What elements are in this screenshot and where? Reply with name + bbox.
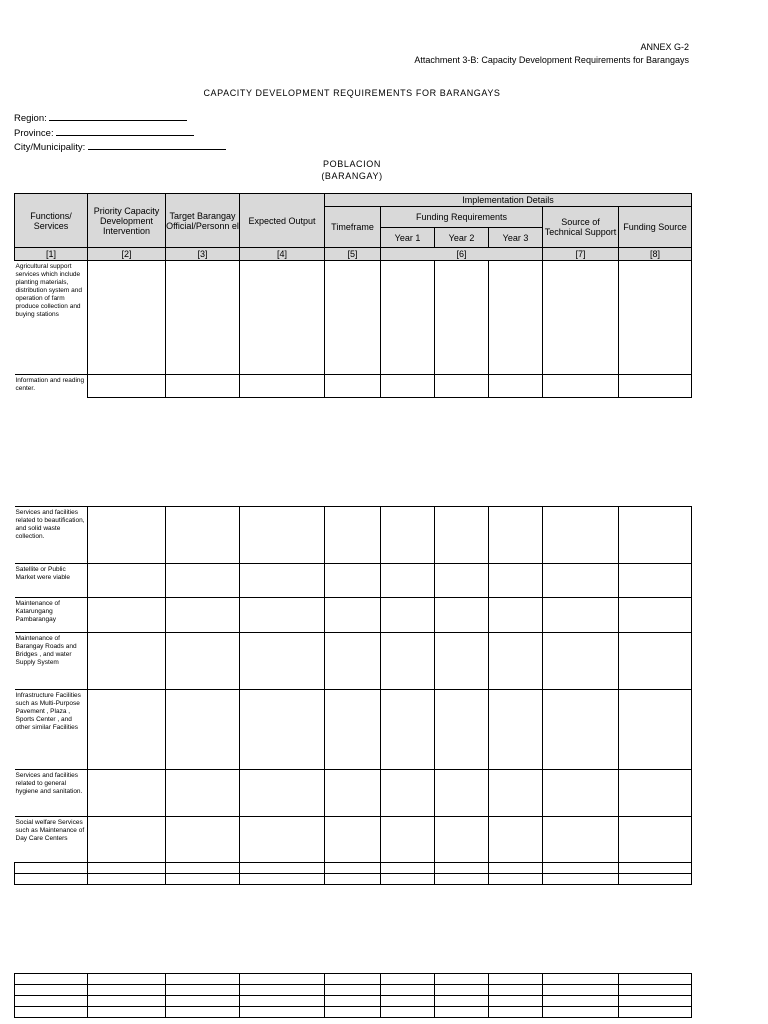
table-cell xyxy=(240,375,325,398)
annex-label: ANNEX G-2 xyxy=(640,42,689,52)
table-cell xyxy=(489,375,543,398)
table-row xyxy=(15,863,692,874)
table-row xyxy=(15,690,692,770)
function-cell: Satellite or Public Market were viable xyxy=(15,564,88,598)
table-row xyxy=(15,564,692,598)
table-cell xyxy=(166,375,240,398)
table-cell xyxy=(325,375,381,398)
city-blank-line xyxy=(88,140,226,150)
table-row xyxy=(15,598,692,633)
annex-header xyxy=(414,41,689,67)
col-number-6: [6] xyxy=(381,248,543,261)
barangay-name: POBLACION xyxy=(323,159,381,169)
table-row xyxy=(15,985,692,996)
region-field xyxy=(14,111,226,126)
table-row xyxy=(15,375,692,398)
function-cell: Services and facilities related to beautification, and solid waste collection. xyxy=(15,507,88,564)
requirements-table-continued xyxy=(14,506,692,885)
table-row xyxy=(15,261,692,375)
table-row xyxy=(15,817,692,863)
requirements-table-blank xyxy=(14,973,692,1018)
region-blank-line xyxy=(49,111,187,121)
province-blank-line xyxy=(56,126,194,136)
function-cell: Social welfare Services such as Maintenance of Day Care Centers xyxy=(15,817,88,863)
barangay-label: (BARANGAY) xyxy=(321,171,383,181)
location-fields xyxy=(14,111,226,155)
region-label: Region: xyxy=(14,113,47,124)
col-number-8: [8] xyxy=(619,248,692,261)
province-label: Province: xyxy=(14,127,54,139)
funding-source-header: Funding Source xyxy=(619,207,692,248)
function-cell: Information and reading center. xyxy=(15,375,88,398)
table-cell xyxy=(543,261,619,375)
year3-header: Year 3 xyxy=(489,228,543,248)
function-cell: Maintenance of Barangay Roads and Bridges , and water Supply System xyxy=(15,633,88,690)
col-output-header: Expected Output xyxy=(240,194,325,248)
timeframe-header: Timeframe xyxy=(325,207,381,248)
table-cell xyxy=(435,375,489,398)
table-cell xyxy=(325,261,381,375)
table-cell xyxy=(489,261,543,375)
table-cell xyxy=(543,375,619,398)
table-row xyxy=(15,974,692,985)
city-label: City/Municipality: xyxy=(14,142,86,153)
city-field xyxy=(14,140,226,155)
col-number-1: [1] xyxy=(15,248,88,261)
table-row xyxy=(15,770,692,817)
implementation-details-header: Implementation Details xyxy=(325,194,692,207)
function-cell: Maintenance of Katarungang Pambarangay xyxy=(15,598,88,633)
province-field xyxy=(14,126,226,141)
table-row xyxy=(15,507,692,564)
table-cell xyxy=(619,261,692,375)
requirements-table xyxy=(14,193,692,398)
tech-support-header: Source of Technical Support xyxy=(543,207,619,248)
attachment-title: Attachment 3-B: Capacity Development Requirements for Barangays xyxy=(414,55,689,65)
table-cell xyxy=(88,375,166,398)
col-functions-header: Functions/ Services xyxy=(15,194,88,248)
table-cell xyxy=(88,261,166,375)
table-cell xyxy=(381,261,435,375)
col-number-2: [2] xyxy=(88,248,166,261)
col-number-4: [4] xyxy=(240,248,325,261)
table-cell xyxy=(619,375,692,398)
col-number-7: [7] xyxy=(543,248,619,261)
table-row xyxy=(15,874,692,885)
year1-header: Year 1 xyxy=(381,228,435,248)
table-cell xyxy=(166,261,240,375)
col-target-header: Target Barangay Official/Personn el xyxy=(166,194,240,248)
funding-requirements-header: Funding Requirements xyxy=(381,207,543,228)
table-row xyxy=(15,1007,692,1018)
table-cell xyxy=(435,261,489,375)
table-cell xyxy=(381,375,435,398)
col-intervention-header: Priority Capacity Development Intervention xyxy=(88,194,166,248)
function-cell: Agricultural support services which include planting materials, distribution system and operation of farm produce collection and buying stations xyxy=(15,261,88,375)
barangay-heading xyxy=(0,158,704,182)
year2-header: Year 2 xyxy=(435,228,489,248)
col-number-5: [5] xyxy=(325,248,381,261)
function-cell: Services and facilities related to general hygiene and sanitation. xyxy=(15,770,88,817)
col-number-3: [3] xyxy=(166,248,240,261)
function-cell: Infrastructure Facilities such as Multi-Purpose Pavement , Plaza , Sports Center , and other similar Facilities xyxy=(15,690,88,770)
table-row xyxy=(15,996,692,1007)
table-cell xyxy=(240,261,325,375)
document-title: CAPACITY DEVELOPMENT REQUIREMENTS FOR BARANGAYS xyxy=(203,88,501,98)
table-row xyxy=(15,633,692,690)
